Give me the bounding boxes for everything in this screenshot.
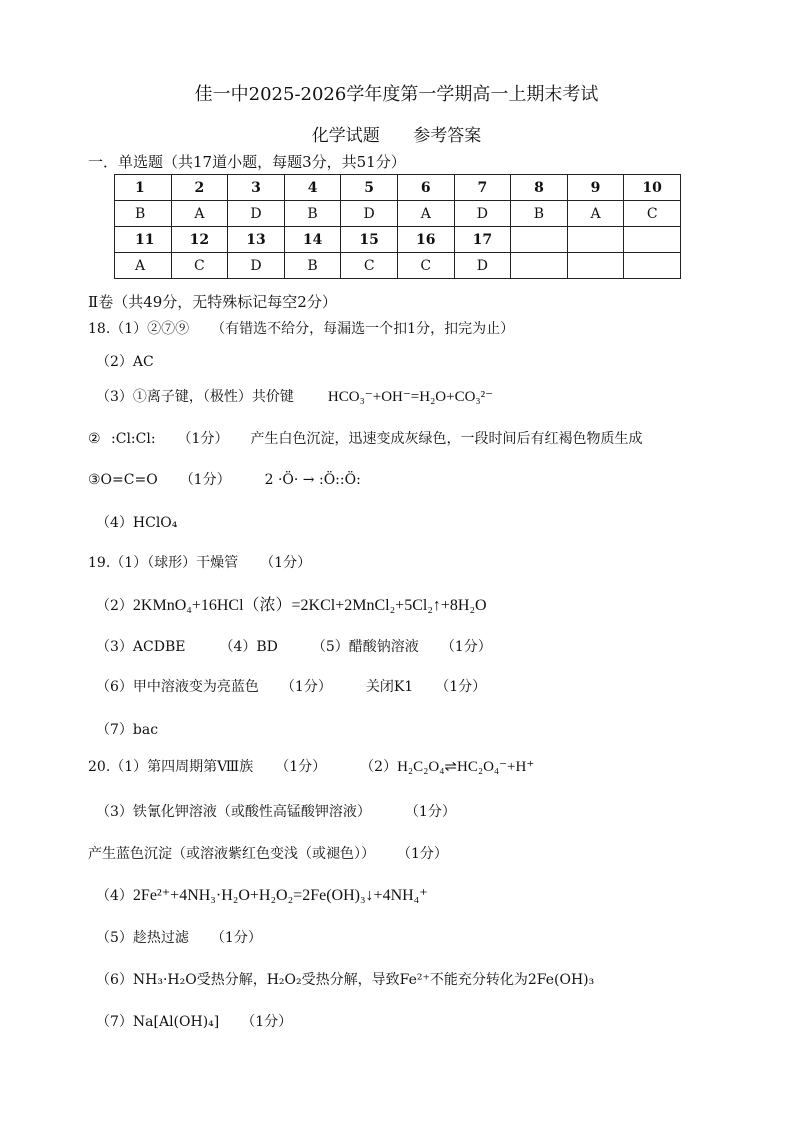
table-cell: B [284, 201, 341, 227]
page-subtitle [0, 121, 793, 146]
q19-part2 [96, 596, 487, 616]
table-row [115, 253, 681, 279]
q19-part6b-answer: 关闭K1 [365, 679, 414, 695]
table-cell: D [228, 201, 285, 227]
table-row [115, 201, 681, 227]
table-cell: 1 [115, 175, 172, 201]
table-cell [511, 253, 568, 279]
table-cell: B [511, 201, 568, 227]
table-cell [511, 227, 568, 253]
table-cell: D [454, 253, 511, 279]
q18-part3c [88, 470, 361, 490]
q18-part4: （4）HClO₄ [96, 515, 178, 531]
table-cell: 12 [171, 227, 228, 253]
table-cell: 7 [454, 175, 511, 201]
table-cell: 11 [115, 227, 172, 253]
q20-part5-score: （1分） [210, 930, 262, 946]
q18-part3b-num: ② [88, 431, 101, 447]
table-cell: 2 [171, 175, 228, 201]
q20-part1 [88, 757, 534, 777]
q19-part6-score: （1分） [280, 679, 332, 695]
q20-part2-equation: H₂C₂O₄⇌HC₂O₄⁻+H⁺ [397, 759, 535, 775]
q20-part7-answer: （7）Na[Al(OH)₄] [96, 1014, 220, 1030]
table-cell: C [624, 201, 681, 227]
q18-co2-structure: ③O=C=O [88, 472, 158, 488]
table-cell: 3 [228, 175, 285, 201]
table-cell: 17 [454, 227, 511, 253]
q18-part1 [88, 319, 514, 339]
q18-part3b-description: 产生白色沉淀，迅速变成灰绿色，一段时间后有红褐色物质生成 [250, 431, 643, 447]
q19-part6b-score: （1分） [435, 679, 487, 695]
q18-part3c-score: （1分） [179, 472, 231, 488]
q20-part5-answer: （5）趁热过滤 [96, 930, 189, 946]
table-cell: 16 [397, 227, 454, 253]
q20-part4-equation: 2Fe²⁺+4NH₃·H₂O+H₂O₂=2Fe(OH)₃↓+4NH₄⁺ [132, 887, 428, 904]
q19-part1-answer: 19.（1）（球形）干燥管 [88, 555, 239, 571]
q20-part1-answer: 20.（1）第四周期第Ⅷ族 [88, 759, 254, 775]
section2-heading: Ⅱ卷（共49分，无特殊标记每空2分） [88, 293, 337, 311]
q18-chlorine-electron-formula: :Cl:Cl: [111, 431, 156, 447]
table-cell: 14 [284, 227, 341, 253]
table-cell [624, 253, 681, 279]
q20-part5 [96, 928, 262, 948]
q18-part1-answer: 18.（1）②⑦⑨ [88, 321, 190, 337]
table-cell: 4 [284, 175, 341, 201]
q18-part2: （2）AC [96, 354, 154, 370]
q20-part7-score: （1分） [241, 1014, 293, 1030]
q19-part6-answer: （6）甲中溶液变为亮蓝色 [96, 679, 259, 695]
q20-part3b-answer: 产生蓝色沉淀（或溶液紫红色变浅（或褪色）） [88, 846, 375, 862]
q20-part6: （6）NH₃·H₂O受热分解，H₂O₂受热分解，导致Fe²⁺不能充分转化为2Fe(OH)₃ [96, 972, 595, 988]
table-cell: 9 [567, 175, 624, 201]
subtitle-subject: 化学试题 [311, 126, 380, 146]
q18-part3b-score: （1分） [177, 431, 229, 447]
table-row [115, 175, 681, 201]
q19-part7: （7）bac [96, 722, 159, 738]
table-cell: C [171, 253, 228, 279]
q19-part5-score: （1分） [440, 639, 492, 655]
table-cell: 10 [624, 175, 681, 201]
table-cell: 13 [228, 227, 285, 253]
q20-part1-score: （1分） [275, 759, 327, 775]
q19-part4: （4）BD [219, 639, 278, 655]
table-cell: 8 [511, 175, 568, 201]
q19-part5: （5）醋酸钠溶液 [311, 639, 419, 655]
q18-part3-answer: （3）①离子键，（极性）共价键 [96, 389, 294, 405]
table-cell: D [228, 253, 285, 279]
q19-part2-num: （2） [96, 598, 133, 614]
q20-part3b [88, 844, 448, 864]
q20-part3-score: （1分） [404, 804, 456, 820]
q18-oxygen-formation-equation: 2 ·Ö· → :Ö::Ö: [264, 472, 361, 488]
table-cell [567, 253, 624, 279]
q19-part6 [96, 677, 486, 697]
table-row [115, 227, 681, 253]
q20-part3b-score: （1分） [397, 846, 448, 862]
table-cell: A [115, 253, 172, 279]
q20-part2-num: （2） [360, 759, 398, 775]
table-cell: B [115, 201, 172, 227]
q20-part4 [96, 886, 428, 906]
table-cell: C [397, 253, 454, 279]
q19-part1-score: （1分） [260, 555, 312, 571]
q19-part1 [88, 553, 311, 573]
q19-part2-equation: 2KMnO₄+16HCl（浓）=2KCl+2MnCl₂+5Cl₂↑+8H₂O [132, 597, 487, 614]
table-cell: 15 [341, 227, 398, 253]
table-cell: A [397, 201, 454, 227]
q20-part3 [96, 802, 456, 822]
q18-part3b [88, 429, 642, 449]
table-cell: B [284, 253, 341, 279]
q18-part3-equation: HCO₃⁻+OH⁻=H₂O+CO₃²⁻ [327, 389, 494, 405]
table-cell: A [171, 201, 228, 227]
table-cell: D [454, 201, 511, 227]
table-cell: C [341, 253, 398, 279]
q18-part1-note: （有错选不给分，每漏选一个扣1分，扣完为止） [211, 321, 515, 337]
q20-part7 [96, 1012, 292, 1032]
page-title: 佳一中2025-2026学年度第一学期高一上期末考试 [194, 84, 599, 105]
q18-part3 [96, 387, 493, 407]
answer-table [114, 174, 681, 279]
section1-heading: 一．单选题（共17道小题，每题3分，共51分） [88, 153, 406, 171]
table-cell [624, 227, 681, 253]
table-cell: A [567, 201, 624, 227]
q19-part3-5 [96, 637, 492, 657]
table-cell [567, 227, 624, 253]
table-cell: 6 [397, 175, 454, 201]
q19-part3: （3）ACDBE [96, 639, 186, 655]
table-cell: D [341, 201, 398, 227]
q20-part3-answer: （3）铁氰化钾溶液（或酸性高锰酸钾溶液） [96, 804, 371, 820]
table-cell: 5 [341, 175, 398, 201]
subtitle-answer-key: 参考答案 [413, 126, 482, 146]
q20-part4-num: （4） [96, 888, 133, 904]
